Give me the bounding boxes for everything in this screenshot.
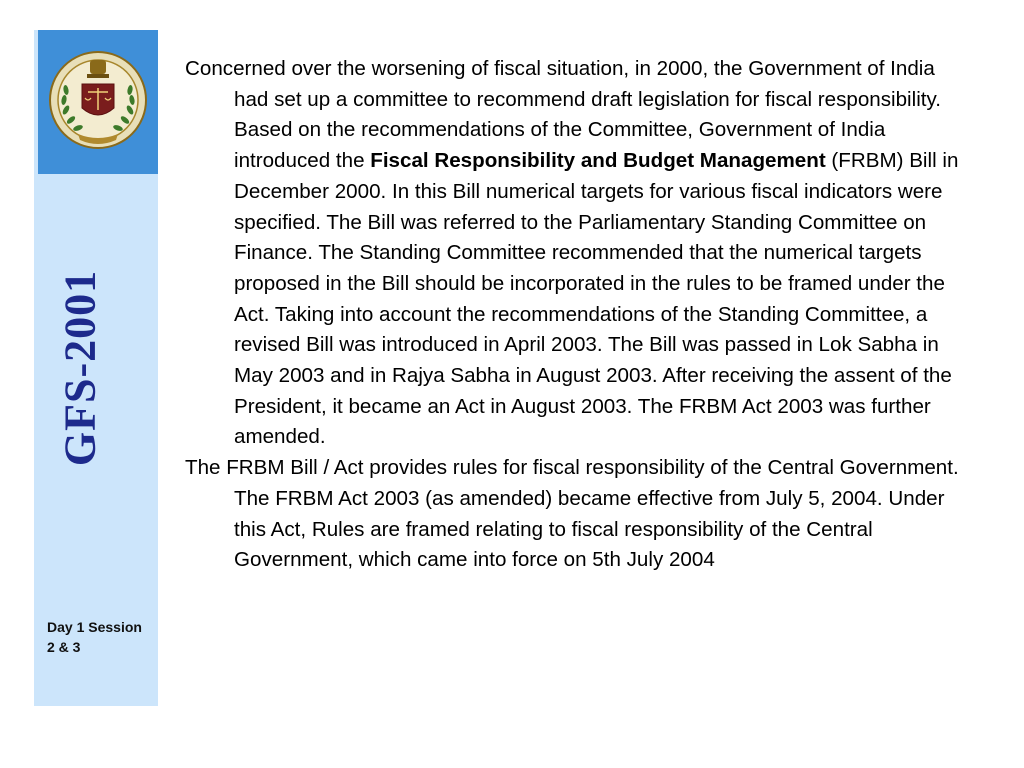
main-content (185, 54, 970, 576)
emblem-seal-icon (38, 30, 158, 174)
paragraph-frbm-rules: The FRBM Bill / Act provides rules for fiscal responsibility of the Central Government. The FRBM Act 2003 (as amended) became effective from July 5, 2004. Under this Act, Rules are framed relating to fiscal responsibility of the Central Government, which came into force on 5th July 2004 (185, 456, 959, 572)
paragraph-text: (FRBM) Bill in December 2000. In this Bill numerical targets for various fiscal indicators were specified. The Bill was referred to the Parliamentary Standing Committee on Finance. The Standing Committee recommended that the numerical targets proposed in the Bill should be incorporated in the rules to be framed under the Act. Taking into account the recommendations of the Standing Committee, a revised Bill was introduced in April 2003. The Bill was passed in Lok Sabha in May 2003 and in Rajya Sabha in August 2003. After receiving the assent of the President, it became an Act in August 2003. The FRBM Act 2003 was further amended. (234, 149, 959, 449)
paragraph-frbm-history (185, 54, 970, 453)
course-title: GFS-2001 (55, 269, 105, 467)
frbm-bold-term: Fiscal Responsibility and Budget Management (370, 149, 826, 173)
logo (38, 30, 158, 174)
paragraph-text: Concerned over the worsening of fiscal situation, in 2000, the Government of India had set up a committee to recommend draft legislation for fiscal responsibility. Based on the recommendations of the Committee, Government of India introduced the (185, 57, 941, 173)
session-label: Day 1 Session 2 & 3 (47, 619, 142, 655)
